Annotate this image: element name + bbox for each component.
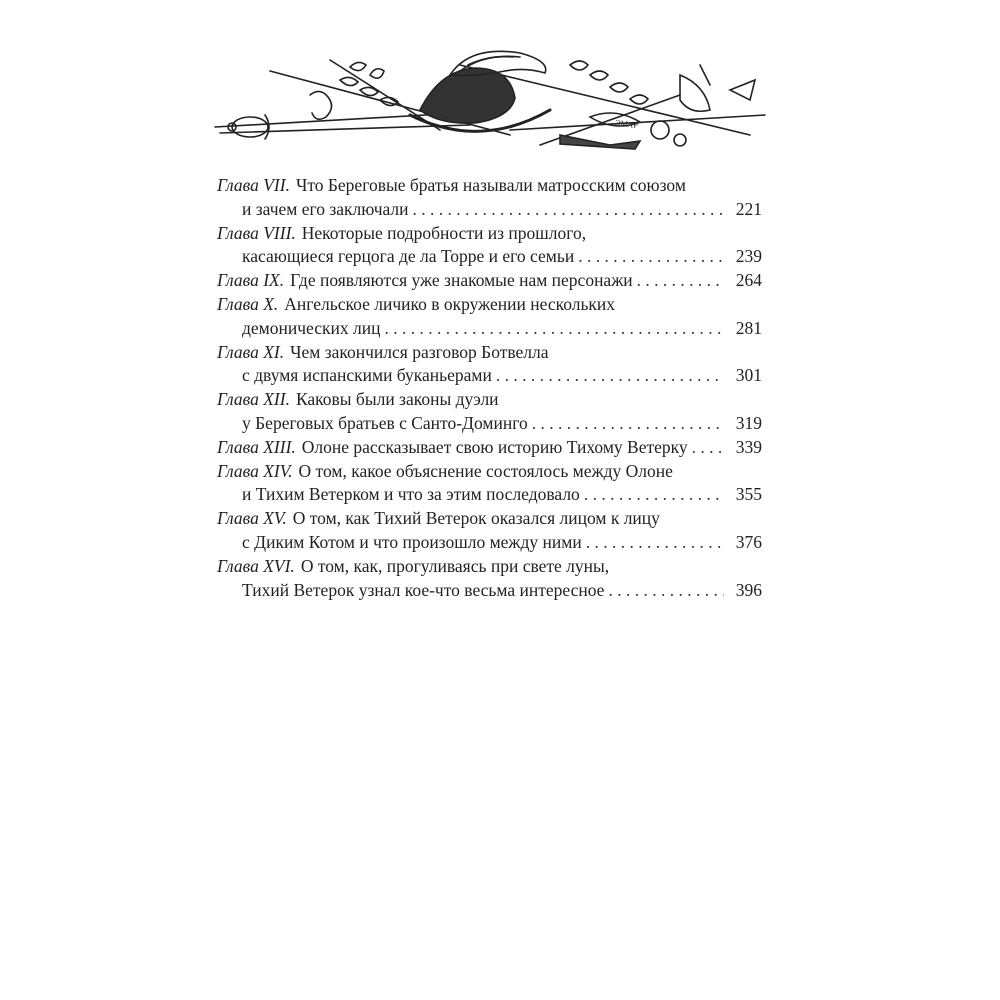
chapter-title-line: Что Береговые братья называли матросским союзом <box>295 175 686 195</box>
toc-entry-10[interactable] <box>217 293 762 341</box>
chapter-title-line: демонических лиц <box>242 317 381 338</box>
page-number: 339 <box>735 436 762 457</box>
leader-dots <box>578 245 724 269</box>
chapter-title-line: О том, как, прогуливаясь при свете луны, <box>300 555 610 576</box>
chapter-label: Глава VIII. <box>217 222 296 243</box>
page-number: 239 <box>735 246 762 267</box>
chapter-title-line: Чем закончился разговор Ботвелла <box>290 341 549 362</box>
chapter-label: Глава XVI. <box>217 555 295 576</box>
chapter-title-line: О том, как Тихий Ветерок оказался лицом к лицу <box>292 508 660 529</box>
leader-dots <box>532 412 724 436</box>
chapter-title-line: и зачем его заключали <box>242 198 409 219</box>
leader-dots <box>584 483 724 507</box>
chapter-title-line: Некоторые подробности из прошлого, <box>301 222 587 243</box>
chapter-label: Глава X. <box>217 293 279 314</box>
chapter-title-line: с Диким Котом и что произошло между ними <box>242 531 582 552</box>
chapter-title-line: Где появляются уже знакомые нам персонажи <box>290 270 633 291</box>
chapter-title-line: Тихий Ветерок узнал кое-что весьма интересное <box>242 579 605 600</box>
toc-entry-14[interactable] <box>217 460 762 508</box>
chapter-label: Глава VII. <box>217 175 290 195</box>
page-number: 221 <box>735 198 762 219</box>
page-number: 319 <box>735 412 762 433</box>
chapter-label: Глава XIII. <box>217 436 296 457</box>
toc-entry-7[interactable] <box>217 174 762 222</box>
toc-entry-8[interactable] <box>217 222 762 270</box>
chapter-title-line: с двумя испанскими буканьерами <box>242 365 492 386</box>
leader-dots <box>608 579 724 603</box>
toc-entry-13[interactable] <box>217 436 762 460</box>
chapter-title-line: касающиеся герцога де ла Торре и его семьи <box>242 246 575 267</box>
toc-entry-15[interactable] <box>217 507 762 555</box>
page-number: 264 <box>735 270 762 291</box>
page-number: 355 <box>735 484 762 505</box>
chapter-label: Глава IX. <box>217 270 285 291</box>
page-number: 281 <box>735 317 762 338</box>
chapter-label: Глава XV. <box>217 508 287 529</box>
page-number: 376 <box>735 531 762 552</box>
leader-dots <box>384 317 724 341</box>
leader-dots <box>413 198 724 222</box>
chapter-title-line: Ангельское личико в окружении нескольких <box>284 293 616 314</box>
chapter-label: Глава XIV. <box>217 460 293 481</box>
toc-entry-11[interactable] <box>217 341 762 389</box>
toc-entry-12[interactable] <box>217 388 762 436</box>
leader-dots <box>692 436 724 460</box>
page-number: 396 <box>735 579 762 600</box>
vignette-engraving-icon <box>215 51 765 149</box>
chapter-label: Глава XI. <box>217 341 285 362</box>
leader-dots <box>637 269 724 293</box>
leader-dots <box>496 364 724 388</box>
vignette-ribbon-text: ЭМАР <box>614 118 639 131</box>
leader-dots <box>586 531 724 555</box>
toc-entry-9[interactable] <box>217 269 762 293</box>
header-vignette <box>210 35 770 165</box>
chapter-title-line: у Береговых братьев с Санто-Доминго <box>242 412 528 433</box>
chapter-title-line: и Тихим Ветерком и что за этим последовало <box>242 484 580 505</box>
page-number: 301 <box>735 365 762 386</box>
chapter-title-line: Олоне рассказывает свою историю Тихому Ветерку <box>301 436 688 457</box>
table-of-contents <box>217 174 762 602</box>
chapter-title-line: Каковы были законы дуэли <box>295 389 499 410</box>
toc-entry-16[interactable] <box>217 555 762 603</box>
chapter-label: Глава XII. <box>217 389 290 410</box>
chapter-title-line: О том, какое объяснение состоялось между Олоне <box>298 460 673 481</box>
